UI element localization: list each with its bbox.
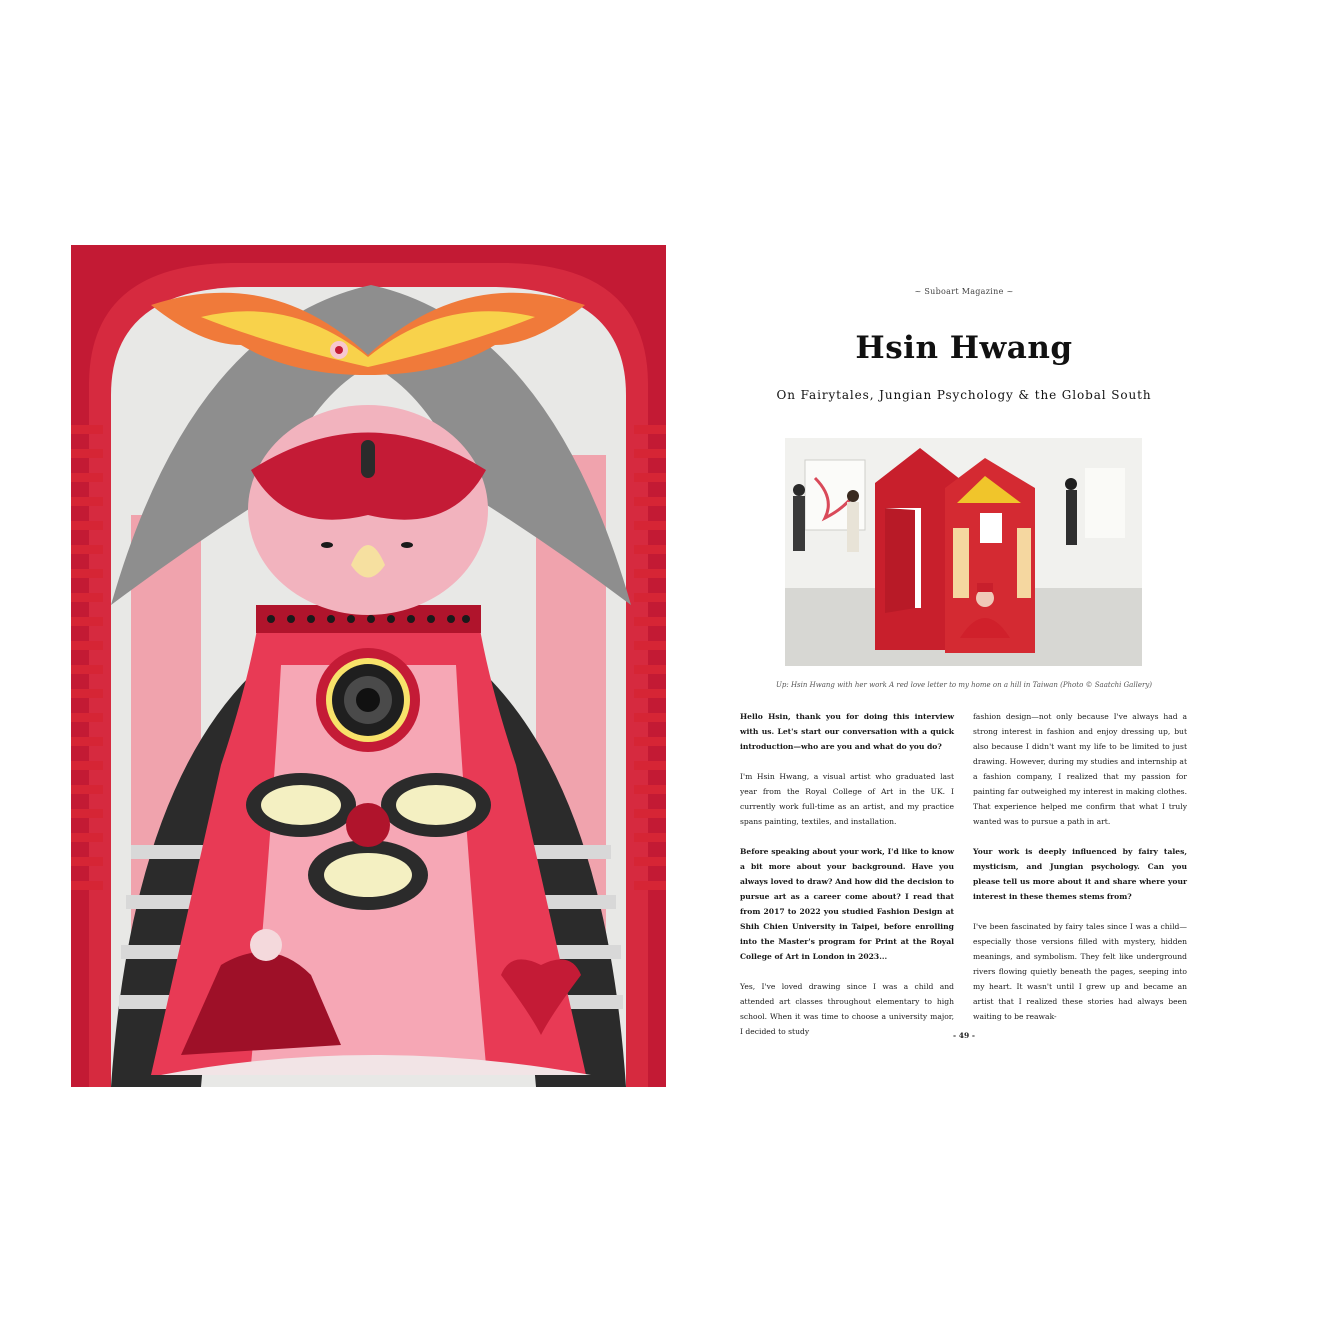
article-subtitle: On Fairytales, Jungian Psychology & the Global South — [776, 388, 1152, 402]
magazine-label: ~ Suboart Magazine ~ — [914, 287, 1014, 296]
artwork-painting — [71, 245, 666, 1087]
interview-answer: I've been fascinated by fairy tales since I was a child—especially those versions filled with mystery, hidden meanings, and symbolism. They felt like underground rivers flowing quietly beneath the pages, seeping into my heart. It wasn't until I grew up and became an artist that I realized these stories had always been waiting to be reawak- — [973, 922, 1187, 1021]
article-column-left — [740, 709, 954, 1054]
interview-answer: fashion design—not only because I've always had a strong interest in fashion and enjoy dressing up, but also because I didn't want my life to be limited to just drawing. However, during my studies and internship at a fashion company, I realized that my passion for painting far outweighed my interest in making clothes. That experience helped me confirm that what I truly wanted was to pursue a path in art. — [973, 712, 1187, 826]
photo-caption: Up: Hsin Hwang with her work A red love letter to my home on a hill in Taiwan (Photo © Saatchi Gallery) — [775, 681, 1152, 689]
page-number: - 49 - — [953, 1031, 975, 1040]
interview-answer: I'm Hsin Hwang, a visual artist who graduated last year from the Royal College of Art in the UK. I currently work full-time as an artist, and my practice spans painting, textiles, and installation. — [740, 772, 954, 826]
interview-question: Before speaking about your work, I'd like to know a bit more about your background. Have you always loved to draw? And how did the decision to pursue art as a career come about? I read that from 2017 to 2022 you studied Fashion Design at Shih Chien University in Taipei, before enrolling into the Master's program for Print at the Royal College of Art in London in 2023... — [740, 847, 954, 961]
interview-answer: Yes, I've loved drawing since I was a child and attended art classes throughout elementary to high school. When it was time to choose a university major, I decided to study — [740, 982, 954, 1036]
gallery-photo — [785, 438, 1142, 666]
interview-question: Hello Hsin, thank you for doing this interview with us. Let's start our conversation with a quick introduction—who are you and what do you do? — [740, 712, 954, 751]
article-column-right — [973, 709, 1187, 1039]
article-title: Hsin Hwang — [855, 330, 1073, 366]
interview-question: Your work is deeply influenced by fairy tales, mysticism, and Jungian psychology. Can you please tell us more about it and share where your interest in these themes stems from? — [973, 847, 1187, 901]
